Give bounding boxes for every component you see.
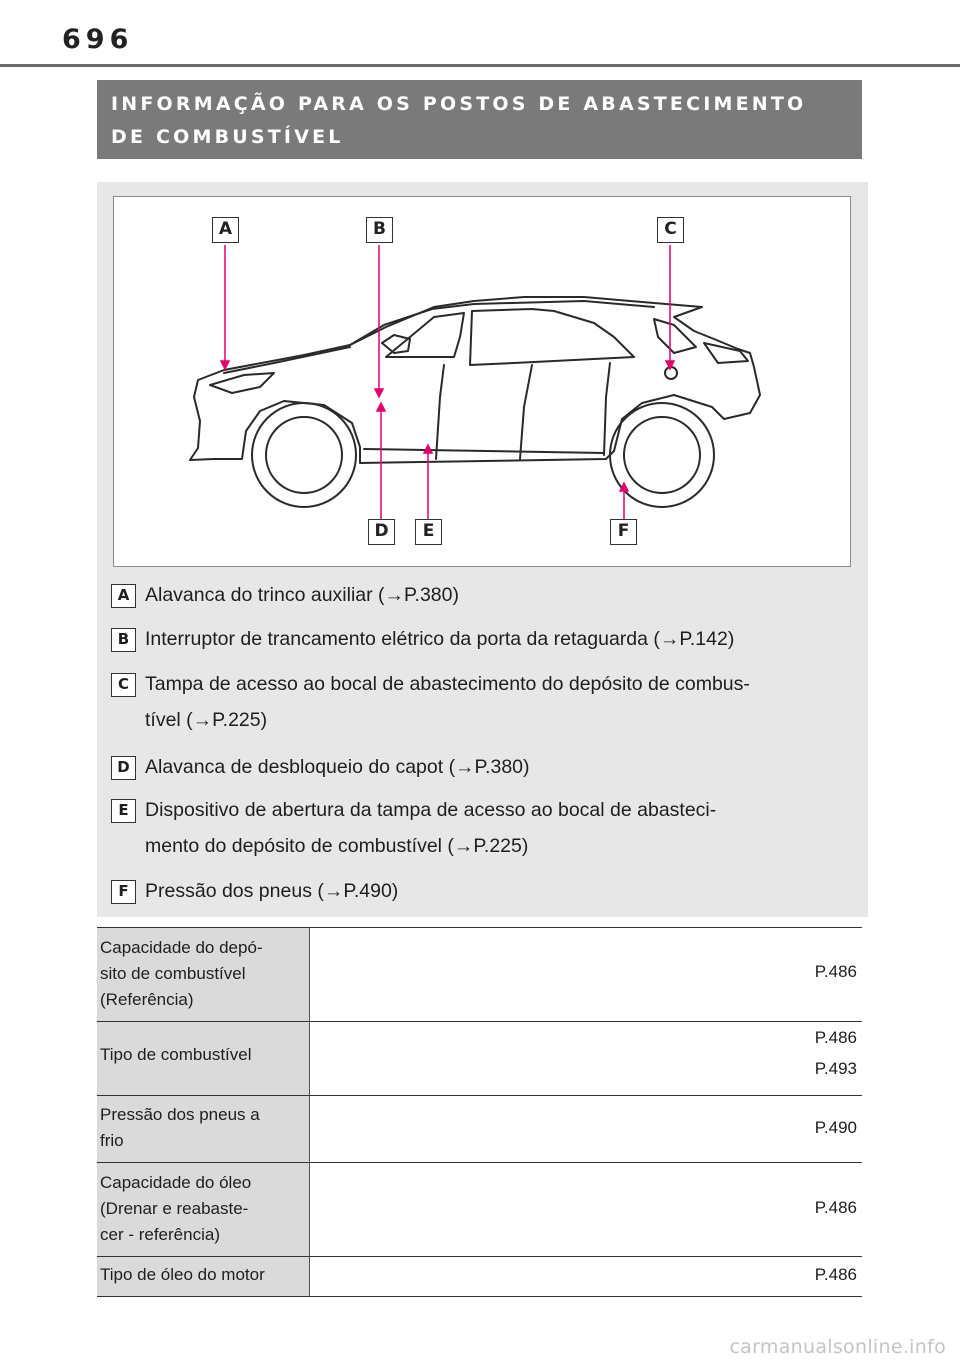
page-reference: P.486 xyxy=(814,1028,857,1047)
row-label-line: (Referência) xyxy=(100,990,194,1009)
row-label-line: Pressão dos pneus a xyxy=(100,1105,260,1124)
row-label-line: Capacidade do depó- xyxy=(100,938,263,957)
legend-text-c-line-1: Tampa de acesso ao bocal de abastecimento do depósito de combus- xyxy=(145,673,750,695)
page-reference: P.490 xyxy=(814,1118,857,1137)
row-label-line: cer - referência) xyxy=(100,1225,220,1244)
row-label-line: sito de combustível xyxy=(100,964,246,983)
legend-text-e-line-2: mento do depósito de combustível (→P.225) xyxy=(145,835,529,857)
row-label-line: (Drenar e reabaste- xyxy=(100,1199,249,1218)
page-reference: P.493 xyxy=(814,1059,857,1078)
mirror xyxy=(382,335,410,353)
header-rule xyxy=(0,64,960,67)
legend-badge-e: E xyxy=(111,799,136,823)
callout-arrow-d xyxy=(377,403,385,411)
headlight xyxy=(210,373,274,393)
table-row xyxy=(97,1257,862,1297)
quarter-window xyxy=(654,319,696,353)
page-reference: P.486 xyxy=(814,1198,857,1217)
info-panel xyxy=(97,182,868,917)
callout-f: F xyxy=(610,519,637,545)
row-label-line: frio xyxy=(100,1131,124,1150)
vehicle-side-view xyxy=(114,197,850,566)
tail-light xyxy=(704,343,748,363)
row-label xyxy=(97,928,310,1021)
section-title-line-2: DE COMBUSTÍVEL xyxy=(111,126,344,148)
fuel-door xyxy=(665,367,677,379)
wheels xyxy=(252,403,714,507)
callout-c: C xyxy=(657,217,684,243)
table-row xyxy=(97,1163,862,1257)
callout-a: A xyxy=(212,217,239,243)
page-number: 696 xyxy=(62,24,134,55)
car-body-outline xyxy=(190,297,760,463)
reference-table xyxy=(97,927,862,1297)
legend-text-f: Pressão dos pneus (→P.490) xyxy=(145,880,399,902)
rear-window xyxy=(470,309,634,365)
callout-arrow-b xyxy=(375,389,383,397)
legend-badge-a: A xyxy=(111,584,136,608)
callout-arrow-f xyxy=(620,483,628,491)
table-row xyxy=(97,928,862,1022)
door-line-c xyxy=(604,363,610,455)
callout-e: E xyxy=(415,519,442,545)
legend-text-b: Interruptor de trancamento elétrico da porta da retaguarda (→P.142) xyxy=(145,628,735,650)
section-header xyxy=(97,80,862,159)
callout-arrow-e xyxy=(424,445,432,453)
row-label xyxy=(97,1022,310,1095)
row-label xyxy=(97,1163,310,1256)
front-wheel-outer xyxy=(252,403,356,507)
door-line-b xyxy=(520,365,532,459)
legend-text-d: Alavanca de desbloqueio do capot (→P.380) xyxy=(145,756,530,778)
table-row xyxy=(97,1096,862,1163)
page-reference: P.486 xyxy=(814,962,857,981)
legend-text-c-line-2: tível (→P.225) xyxy=(145,709,268,731)
row-label xyxy=(97,1257,310,1296)
door-line-a xyxy=(436,365,444,459)
side-sill xyxy=(364,449,604,453)
legend-badge-d: D xyxy=(111,756,136,780)
legend-text-e-line-1: Dispositivo de abertura da tampa de acesso ao bocal de abasteci- xyxy=(145,799,717,821)
section-title-line-1: INFORMAÇÃO PARA OS POSTOS DE ABASTECIMENTO xyxy=(111,93,807,115)
watermark: carmanualsonline.info xyxy=(729,1336,946,1358)
callout-d: D xyxy=(368,519,395,545)
rear-wheel-inner xyxy=(624,417,700,493)
legend-badge-c: C xyxy=(111,673,136,697)
row-label-line: Tipo de combustível xyxy=(100,1045,252,1064)
row-label-line: Tipo de óleo do motor xyxy=(100,1265,265,1284)
front-wheel-inner xyxy=(266,417,342,493)
table-row xyxy=(97,1022,862,1096)
legend-badge-b: B xyxy=(111,628,136,652)
row-label-line: Capacidade do óleo xyxy=(100,1173,252,1192)
legend-badge-f: F xyxy=(111,880,136,904)
legend-text-a: Alavanca do trinco auxiliar (→P.380) xyxy=(145,584,459,606)
page-reference: P.486 xyxy=(814,1265,857,1284)
hood-line xyxy=(224,347,350,373)
callout-b: B xyxy=(366,217,393,243)
callout-arrow-a xyxy=(221,361,229,369)
row-label xyxy=(97,1096,310,1162)
vehicle-illustration xyxy=(113,196,851,567)
